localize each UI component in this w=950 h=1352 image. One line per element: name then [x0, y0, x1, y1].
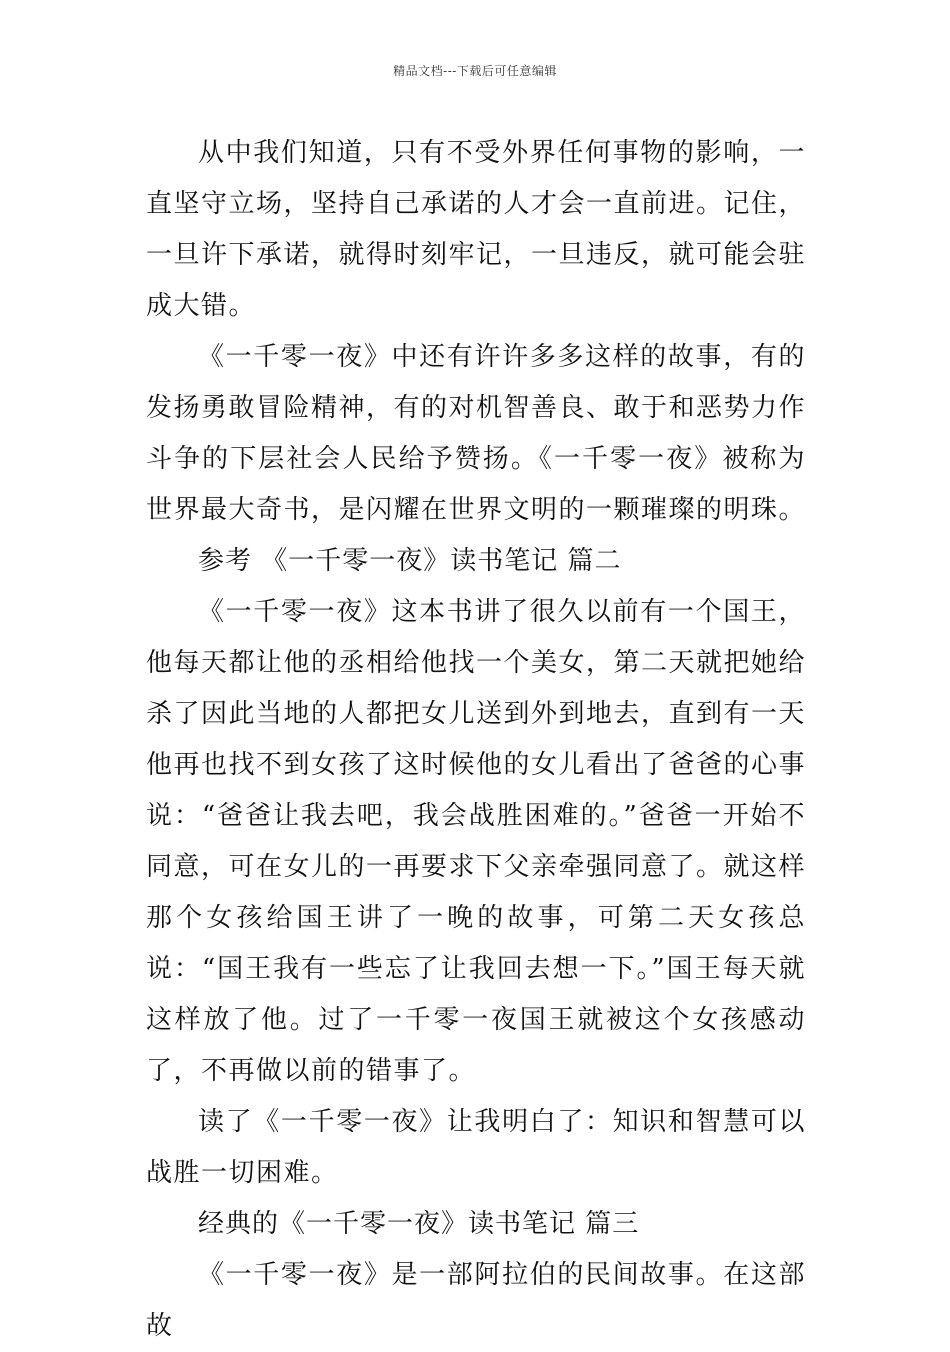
section-heading: 参考 《一千零一夜》读书笔记 篇二 [198, 546, 622, 576]
document-body [146, 128, 806, 1352]
paragraph: 读了《一千零一夜》让我明白了：知识和智慧可以战胜一切困难。 [146, 1107, 806, 1188]
paragraph: 《一千零一夜》是一部阿拉伯的民间故事。在这部故 [146, 1260, 806, 1341]
paragraph: 《一千零一夜》中还有许许多多这样的故事，有的发扬勇敢冒险精神，有的对机智善良、敢于和恶势力作斗争的下层社会人民给予赞扬。《一千零一夜》被称为世界最大奇书，是闪耀在世界文明的一颗璀璨的明珠。 [146, 342, 807, 525]
page-header: 精品文档---下载后可任意编辑 [393, 64, 557, 78]
section-heading: 经典的《一千零一夜》读书笔记 篇三 [198, 1209, 640, 1239]
paragraph: 《一千零一夜》这本书讲了很久以前有一个国王，他每天都让他的丞相给他找一个美女，第二天就把她给杀了因此当地的人都把女儿送到外到地去，直到有一天他再也找不到女孩了这时候他的女儿看出了爸爸的心事说：“爸爸让我去吧，我会战胜困难的。”爸爸一开始不同意，可在女儿的一再要求下父亲牵强同意了。就这样那个女孩给国王讲了一晚的故事，可第二天女孩总说：“国王我有一些忘了让我回去想一下。”国王每天就这样放了他。过了一千零一夜国王就被这个女孩感动了，不再做以前的错事了。 [146, 597, 807, 1086]
paragraph: 从中我们知道，只有不受外界任何事物的影响，一直坚守立场，坚持自己承诺的人才会一直前进。记住，一旦许下承诺，就得时刻牢记，一旦违反，就可能会驻成大错。 [146, 138, 807, 321]
